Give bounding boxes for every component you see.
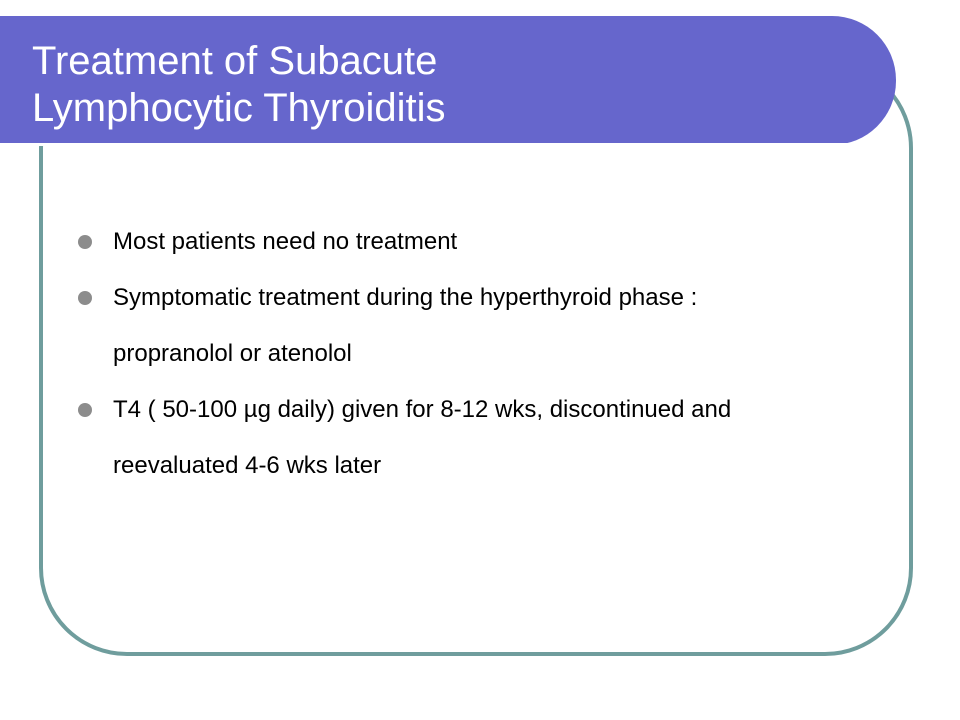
bullet-dot-icon xyxy=(78,403,92,417)
bullet-item xyxy=(78,382,798,494)
slide-title xyxy=(32,38,445,132)
title-underline xyxy=(0,143,848,146)
title-banner xyxy=(0,16,896,145)
bullet-list xyxy=(78,214,798,494)
bullet-dot-icon xyxy=(78,235,92,249)
bullet-dot-icon xyxy=(78,291,92,305)
bullet-text: T4 ( 50-100 µg daily) given for 8-12 wks, discontinued and reevaluated 4-6 wks later xyxy=(113,396,732,479)
bullet-item xyxy=(78,270,798,382)
slide-title-line-2: Lymphocytic Thyroiditis xyxy=(32,86,446,130)
bullet-item xyxy=(78,214,798,270)
bullet-text: Symptomatic treatment during the hyperthyroid phase : propranolol or atenolol xyxy=(113,284,698,367)
slide-title-line-1: Treatment of Subacute xyxy=(32,39,438,83)
bullet-text: Most patients need no treatment xyxy=(113,228,458,255)
